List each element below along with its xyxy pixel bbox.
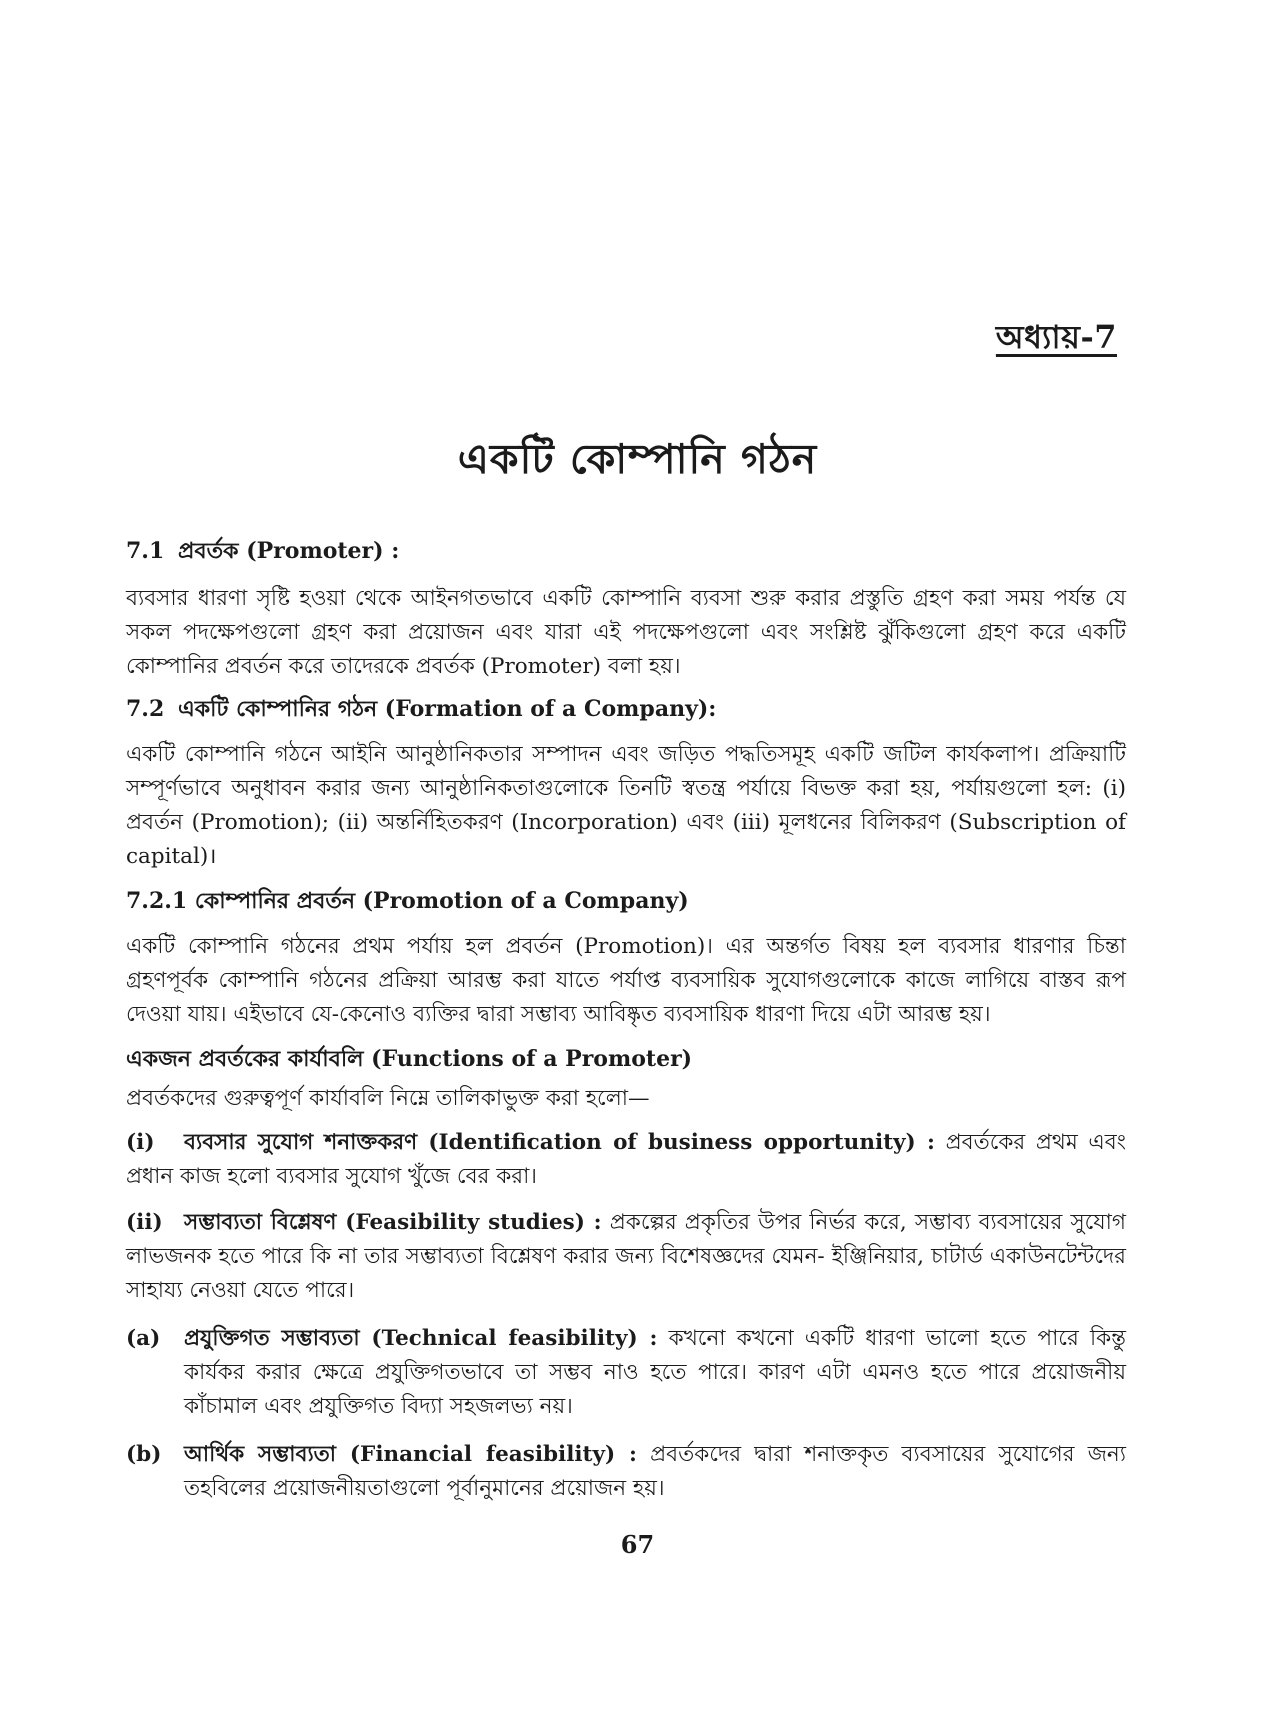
section-7-2-paragraph: একটি কোম্পানি গঠনে আইনি আনুষ্ঠানিকতার সম্পাদন এবং জড়িত পদ্ধতিসমূহ একটি জটিল কার্যকলাপ। প্রক্রিয়াটি সম্পূর্ণভাবে অনুধাবন করার জন্য আনুষ্ঠানিকতাগুলোকে তিনটি স্বতন্ত্র পর্যায়ে বিভক্ত করা হয়, পর্যায়গুলো হল: (i) প্রবর্তন (Promotion); (ii) অন্তর্নিহিতকরণ (Incorporation) এবং (iii) মূলধনের বিলিকরণ (Subscription of capital)। [126,742,1126,869]
subitem-b [126,1438,1126,1506]
item-text: কখনো কখনো একটি ধারণা ভালো হতে পারে কিন্তু কার্যকর করার ক্ষেত্রে প্রযুক্তিগতভাবে তা সম্ভব নাও হতে পারে। কারণ এটা এমনও হতে পারে প্রয়োজনীয় কাঁচামাল এবং প্রযুক্তিগত বিদ্যা সহজলভ্য নয়। [184,1326,1126,1419]
subitem-a [126,1322,1126,1424]
section-number: 7.1 [126,538,165,564]
function-item-2 [126,1206,1126,1308]
item-label: (i) [126,1130,155,1155]
item-label: (b) [126,1442,162,1467]
item-title: সম্ভাব্যতা বিশ্লেষণ (Feasibility studies) : [184,1210,602,1235]
item-title: ব্যবসার সুযোগ শনাক্তকরণ (Identification of business opportunity) : [184,1130,935,1155]
chapter-label: অধ্যায়-7 [995,318,1117,356]
section-title: একটি কোম্পানির গঠন (Formation of a Company): [178,696,717,722]
page-number: 67 [620,1530,655,1559]
section-number: 7.2 [126,696,165,722]
functions-intro: প্রবর্তকদের গুরুত্বপূর্ণ কার্যাবলি নিম্নে তালিকাভুক্ত করা হলো— [126,1086,650,1111]
main-content [126,534,1126,1506]
section-7-2-1-paragraph: একটি কোম্পানি গঠনের প্রথম পর্যায় হল প্রবর্তন (Promotion)। এর অন্তর্গত বিষয় হল ব্যবসার ধারণার চিন্তা গ্রহণপূর্বক কোম্পানি গঠনের প্রক্রিয়া আরম্ভ করা যাতে পর্যাপ্ত ব্যবসায়িক সুযোগগুলোকে কাজে লাগিয়ে বাস্তব রূপ দেওয়া যায়। এইভাবে যে-কেনোও ব্যক্তির দ্বারা সম্ভাব্য আবিষ্কৃত ব্যবসায়িক ধারণা দিয়ে এটা আরম্ভ হয়। [126,934,1126,1027]
section-7-1-heading [126,534,1126,568]
item-text: প্রবর্তকদের দ্বারা শনাক্তকৃত ব্যবসায়ের সুযোগের জন্য তহবিলের প্রয়োজনীয়তাগুলো পূর্বানুমানের প্রয়োজন হয়। [184,1442,1126,1501]
item-title: আর্থিক সম্ভাব্যতা (Financial feasibility) : [184,1442,637,1467]
item-label: (ii) [126,1210,163,1235]
item-title: প্রযুক্তিগত সম্ভাব্যতা (Technical feasibility) : [184,1326,658,1351]
functions-heading: একজন প্রবর্তকের কার্যাবলি (Functions of a Promoter) [126,1046,693,1072]
section-7-2-heading [126,692,1126,726]
section-title: প্রবর্তক (Promoter) : [178,538,400,564]
item-label: (a) [126,1326,161,1351]
section-7-1-paragraph: ব্যবসার ধারণা সৃষ্টি হওয়া থেকে আইনগতভাবে একটি কোম্পানি ব্যবসা শুরু করার প্রস্তুতি গ্রহণ করা সময় পর্যন্ত যে সকল পদক্ষেপগুলো গ্রহণ করা প্রয়োজন এবং যারা এই পদক্ষেপগুলো এবং সংশ্লিষ্ট ঝুঁকিগুলো গ্রহণ করে একটি কোম্পানির প্রবর্তন করে তাদেরকে প্রবর্তক (Promoter) বলা হয়। [126,586,1126,679]
item-text: প্রকল্পের প্রকৃতির উপর নির্ভর করে, সম্ভাব্য ব্যবসায়ের সুযোগ লাভজনক হতে পারে কি না তার সম্ভাব্যতা বিশ্লেষণ করার জন্য বিশেষজ্ঞদের যেমন- ইঞ্জিনিয়ার, চাটার্ড একাউনটেন্টদের সাহায্য নেওয়া যেতে পারে। [126,1210,1127,1303]
function-item-1 [126,1126,1126,1194]
item-text: প্রবর্তকের প্রথম এবং প্রধান কাজ হলো ব্যবসার সুযোগ খুঁজে বের করা। [126,1130,1126,1189]
section-7-2-1-heading: 7.2.1 কোম্পানির প্রবর্তন (Promotion of a Company) [126,888,689,914]
page-title: একটি কোম্পানি গঠন [457,435,818,483]
